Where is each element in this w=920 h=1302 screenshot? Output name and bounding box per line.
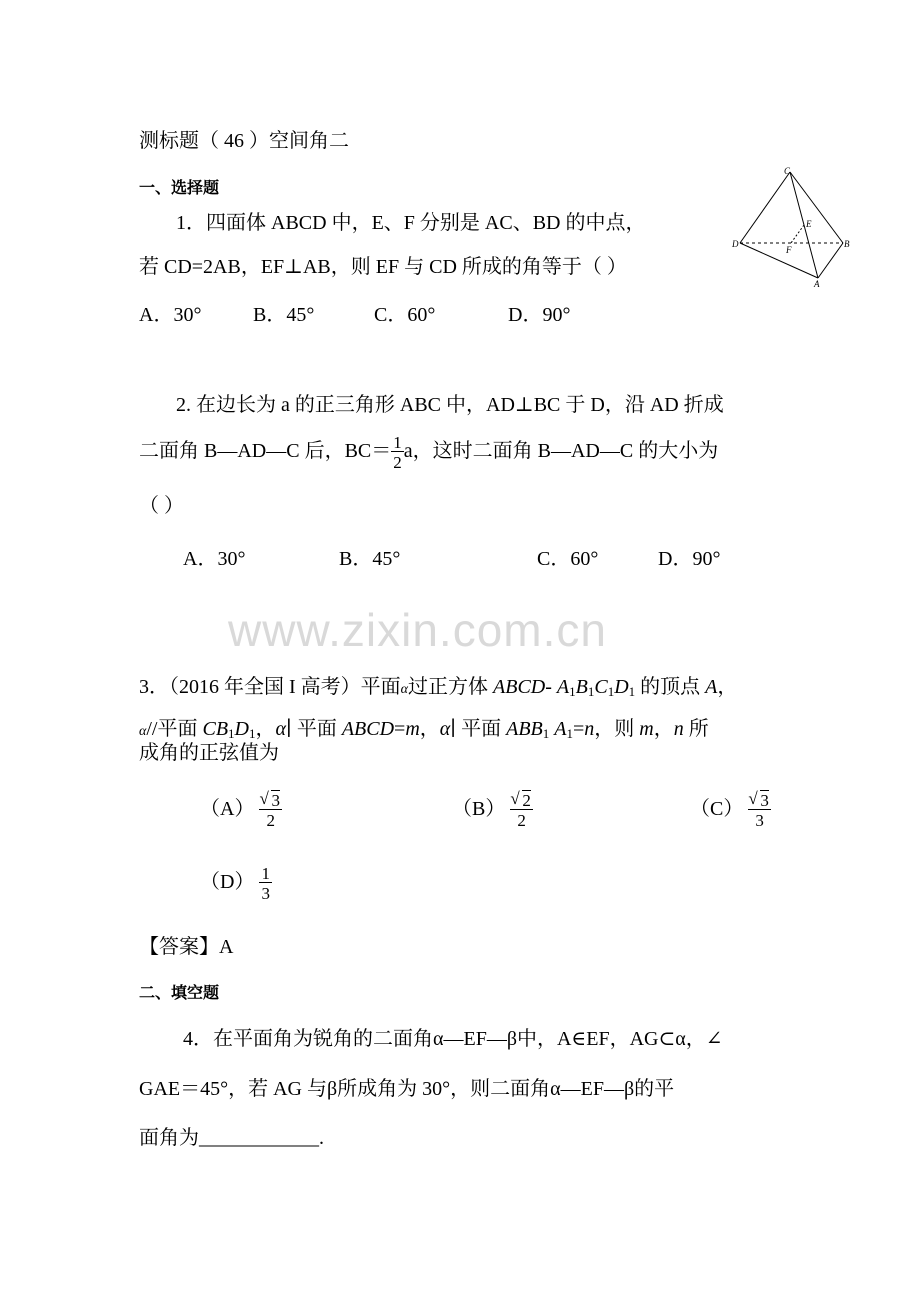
q4-line2: GAE＝45°，若 AG 与β所成角为 30°，则二面角α—EF—β的平 [139,1078,675,1100]
q1-line2: 若 CD=2AB，EF⊥AB，则 EF 与 CD 所成的角等于（ ） [139,256,627,278]
q3-option-d-den: 3 [261,884,270,903]
q3-option-c-label: （C） [690,798,744,821]
q1-option-b: B．45° [253,304,315,326]
q2-line2-pre: 二面角 B—AD—C 后，BC＝ [139,440,392,463]
q4-line3: 面角为____________. [139,1127,324,1149]
q3-option-d [200,865,272,902]
q3-option-b-radicand: 2 [522,791,531,810]
edge-da [740,243,818,278]
edge-cb [790,172,843,243]
q2-option-a: A．30° [183,548,246,570]
q2-option-d: D．90° [658,548,721,570]
q2-line1: 2. 在边长为 a 的正三角形 ABC 中，AD⊥BC 于 D，沿 AD 折成 [176,394,724,416]
page-title: 测标题（ 46 ）空间角二 [139,130,349,152]
label-c: C [784,166,791,176]
q4-line1: 4．在平面角为锐角的二面角α—EF—β中，A∈EF，AG⊂α，∠ [183,1028,723,1050]
label-e: E [806,219,812,229]
q3-option-c [690,792,771,829]
q3-line1: 3．（2016 年全国 I 高考）平面α过正方体 ABCD- $A_1B_1C_1D_1$ 的顶点 A， [139,676,738,699]
label-a: A [814,279,820,289]
q3-option-a-radicand: 3 [271,791,280,810]
q3-option-a-label: （A） [200,798,255,821]
tetrahedron-figure [728,160,858,292]
q2-fraction-numerator: 1 [393,433,402,452]
q3-option-b-fraction [510,792,533,829]
q3-option-b-den: 2 [517,811,526,830]
q3-option-d-label: （D） [200,871,255,894]
edge-ba [818,243,843,278]
q1-option-c: C．60° [374,304,436,326]
q3-option-d-num: 1 [261,864,270,883]
q3-option-c-fraction [748,792,771,829]
q3-option-a-fraction [259,792,282,829]
q3-option-a [200,792,282,829]
q2-line2 [139,434,718,471]
section-fill-heading: 二、填空题 [139,983,220,1002]
q3-answer: 【答案】A [139,936,234,958]
q2-option-c: C．60° [537,548,599,570]
q2-line2-post: a，这时二面角 B—AD—C 的大小为 [403,440,719,463]
q3-option-b [452,792,533,829]
segment-ef [791,225,804,243]
edge-cd [740,172,790,243]
q1-option-a: A．30° [139,304,202,326]
label-b: B [844,239,850,249]
label-d: D [732,239,739,249]
section-choice-heading: 一、选择题 [139,178,220,197]
q3-line2: α//平面 $CB_1D_1$，α∣ 平面 ABCD=m，α∣ 平面 $ABB_1$ $A_1=n$，则 m，n 所 [139,718,709,741]
q3-option-b-label: （B） [452,798,506,821]
q3-option-d-fraction [259,865,272,902]
q3-line3: 成角的正弦值为 [139,742,279,764]
q1-line1: 1．四面体 ABCD 中，E、F 分别是 AC、BD 的中点， [176,212,646,234]
q3-option-c-radicand: 3 [760,791,769,810]
q2-fraction [391,434,404,471]
q2-line3: （ ） [139,495,184,517]
q2-fraction-denominator: 2 [393,453,402,472]
q3-option-a-den: 2 [266,811,275,830]
q3-option-c-den: 3 [755,811,764,830]
q2-option-b: B．45° [339,548,401,570]
q1-option-d: D．90° [508,304,571,326]
watermark: www.zixin.com.cn [228,604,607,656]
label-f: F [786,245,792,255]
